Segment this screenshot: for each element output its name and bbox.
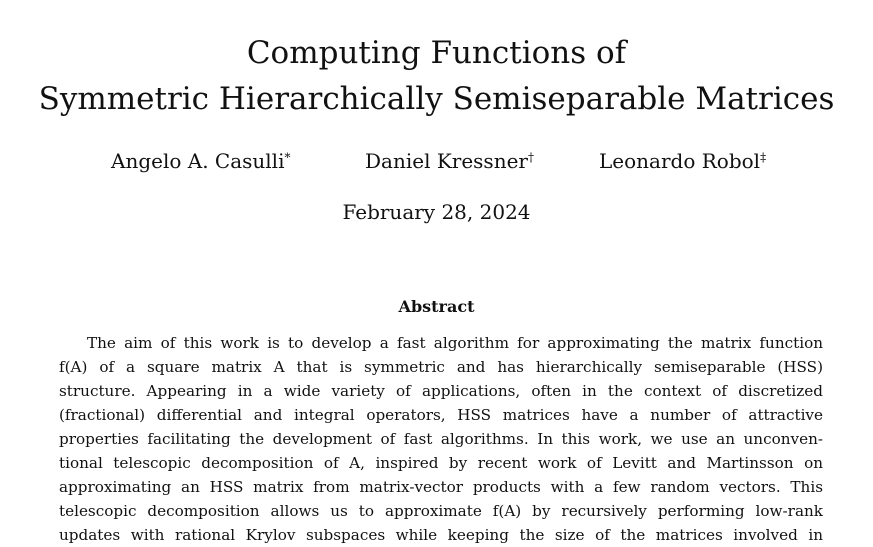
abstract-line: telescopic decomposition allows us to approximate f(A) by recursively performing low-rank bbox=[59, 502, 823, 520]
abstract-line: tional telescopic decomposition of A, inspired by recent work of Levitt and Martinsson on bbox=[59, 454, 823, 472]
author-casulli bbox=[111, 146, 290, 176]
author-footnote-mark: * bbox=[284, 150, 291, 165]
abstract-heading: Abstract bbox=[398, 297, 475, 316]
publication-date: February 28, 2024 bbox=[342, 200, 531, 224]
author-robol bbox=[599, 146, 766, 176]
title-line-1: Computing Functions of bbox=[246, 35, 627, 71]
author-kressner bbox=[365, 146, 534, 176]
abstract-line: updates with rational Krylov subspaces while keeping the size of the matrices involved in bbox=[59, 526, 823, 544]
title-line-2: Symmetric Hierarchically Semiseparable Matrices bbox=[38, 81, 835, 117]
paper-title bbox=[0, 30, 873, 122]
author-footnote-mark: ‡ bbox=[760, 150, 767, 165]
abstract-line: properties facilitating the development of fast algorithms. In this work, we use an unconven- bbox=[59, 430, 823, 448]
author-name: Angelo A. Casulli bbox=[111, 149, 285, 173]
abstract-body bbox=[59, 331, 823, 544]
abstract-line: The aim of this work is to develop a fast algorithm for approximating the matrix function bbox=[87, 334, 823, 352]
author-name: Daniel Kressner bbox=[365, 149, 528, 173]
abstract-line: f(A) of a square matrix A that is symmetric and has hierarchically semiseparable (HSS) bbox=[59, 358, 823, 376]
abstract-line: (fractional) differential and integral operators, HSS matrices have a number of attractive bbox=[59, 406, 823, 424]
abstract-line: approximating an HSS matrix from matrix-vector products with a few random vectors. This bbox=[59, 478, 823, 496]
author-footnote-mark: † bbox=[527, 150, 534, 165]
abstract-line: structure. Appearing in a wide variety of applications, often in the context of discretized bbox=[59, 382, 823, 400]
author-name: Leonardo Robol bbox=[599, 149, 761, 173]
